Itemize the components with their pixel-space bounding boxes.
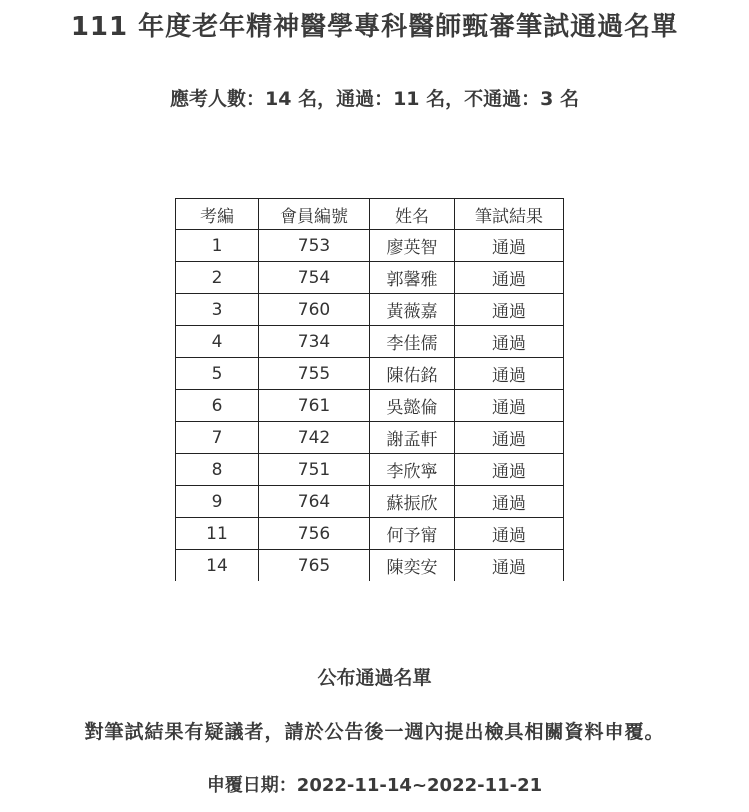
exam-number-cell: 5	[176, 358, 259, 390]
table-row	[176, 454, 564, 486]
exam-number-cell: 1	[176, 230, 259, 262]
table-header-row	[176, 199, 564, 230]
table-row	[176, 550, 564, 582]
exam-summary: 應考人數：14 名，通過：11 名，不通過：3 名	[170, 88, 579, 110]
name-cell: 黃薇嘉	[370, 294, 455, 326]
name-cell: 郭馨雅	[370, 262, 455, 294]
member-number-cell: 742	[259, 422, 370, 454]
member-number-cell: 754	[259, 262, 370, 294]
result-cell: 通過	[455, 262, 564, 294]
table-row	[176, 422, 564, 454]
name-cell: 廖英智	[370, 230, 455, 262]
result-cell: 通過	[455, 486, 564, 518]
table-row	[176, 358, 564, 390]
results-table	[175, 198, 564, 581]
header-exam-result: 筆試結果	[455, 199, 564, 230]
table-row	[176, 486, 564, 518]
name-cell: 李佳儒	[370, 326, 455, 358]
result-cell: 通過	[455, 230, 564, 262]
member-number-cell: 734	[259, 326, 370, 358]
exam-number-cell: 6	[176, 390, 259, 422]
page-title: 111 年度老年精神醫學專科醫師甄審筆試通過名單	[70, 12, 679, 42]
result-cell: 通過	[455, 358, 564, 390]
table-row	[176, 326, 564, 358]
member-number-cell: 765	[259, 550, 370, 582]
section-heading: 公布通過名單	[317, 667, 432, 689]
member-number-cell: 764	[259, 486, 370, 518]
table-row	[176, 262, 564, 294]
result-cell: 通過	[455, 390, 564, 422]
exam-number-cell: 7	[176, 422, 259, 454]
result-cell: 通過	[455, 326, 564, 358]
name-cell: 李欣寧	[370, 454, 455, 486]
table-row	[176, 390, 564, 422]
name-cell: 吳懿倫	[370, 390, 455, 422]
header-exam-number: 考編	[176, 199, 259, 230]
exam-number-cell: 4	[176, 326, 259, 358]
review-period: 申覆日期：2022-11-14~2022-11-21	[206, 775, 543, 796]
result-cell: 通過	[455, 294, 564, 326]
table-row	[176, 294, 564, 326]
header-name: 姓名	[370, 199, 455, 230]
result-cell: 通過	[455, 518, 564, 550]
member-number-cell: 760	[259, 294, 370, 326]
exam-number-cell: 14	[176, 550, 259, 582]
name-cell: 謝孟軒	[370, 422, 455, 454]
result-cell: 通過	[455, 550, 564, 582]
exam-number-cell: 9	[176, 486, 259, 518]
results-table-body	[176, 230, 564, 582]
exam-number-cell: 3	[176, 294, 259, 326]
result-cell: 通過	[455, 454, 564, 486]
appeal-notice: 對筆試結果有疑議者，請於公告後一週內提出檢具相關資料申覆。	[84, 721, 665, 743]
member-number-cell: 761	[259, 390, 370, 422]
name-cell: 蘇振欣	[370, 486, 455, 518]
member-number-cell: 755	[259, 358, 370, 390]
exam-number-cell: 8	[176, 454, 259, 486]
result-cell: 通過	[455, 422, 564, 454]
member-number-cell: 756	[259, 518, 370, 550]
header-member-number: 會員編號	[259, 199, 370, 230]
table-row	[176, 230, 564, 262]
name-cell: 陳佑銘	[370, 358, 455, 390]
name-cell: 陳奕安	[370, 550, 455, 582]
table-row	[176, 518, 564, 550]
member-number-cell: 753	[259, 230, 370, 262]
member-number-cell: 751	[259, 454, 370, 486]
name-cell: 何予甯	[370, 518, 455, 550]
exam-number-cell: 2	[176, 262, 259, 294]
exam-number-cell: 11	[176, 518, 259, 550]
